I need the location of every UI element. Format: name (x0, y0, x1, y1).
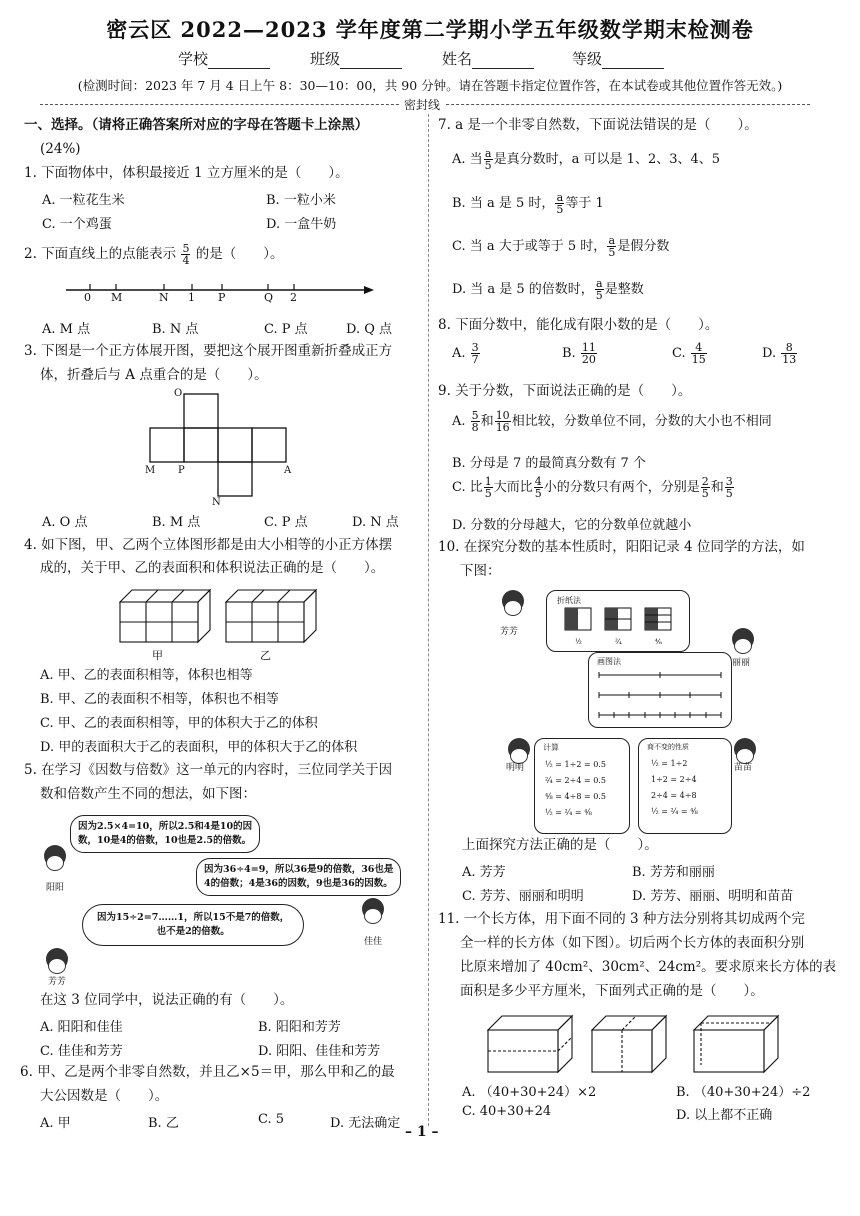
q2-stem: 2. 下面直线上的点能表示 $\frac{5}{4}$ 的是（ ）。 (24, 242, 284, 267)
tick-0: 0 (84, 291, 91, 304)
q8-stem: 8. 下面分数中，能化成有限小数的是（ ）。 (438, 317, 719, 333)
tick-p: P (218, 291, 226, 304)
class-field: 班级 (310, 48, 402, 69)
svg-text:½: ½ (575, 638, 582, 646)
q9-option-c[interactable]: C. 比 $\frac{1}{5}$ 大而比 $\frac{4}{5}$ 小的分数只有两个，分别是 $\frac{2}{5}$ 和 $\frac{3}{5}$ (452, 475, 733, 500)
q10-stem-1: 10. 在探究分数的基本性质时，阳阳记录 4 位同学的方法，如 (438, 539, 805, 555)
jiajia-speech: 因为36÷4=9，所以36是9的倍数，36也是 4的倍数；4是36的因数，9也是36的因数。 (196, 858, 401, 896)
q7-option-d[interactable]: D. 当 a 是 5 的倍数时， $\frac{a}{5}$ 是整数 (452, 277, 644, 302)
quotient-property-box: 商不变的性质 ½ = 1÷2 1÷2 = 2÷4 2÷4 = 4÷8 ½ = ²⁄₄ = ⁴⁄₈ (638, 738, 732, 834)
q5-option-c[interactable]: C. 佳佳和芳芳 (40, 1044, 123, 1059)
yangyang-name: 阳阳 (46, 883, 65, 893)
section-heading: 一、选择。（请将正确答案所对应的字母在答题卡上涂黑） (24, 117, 369, 133)
q2-option-b[interactable]: B. N 点 (152, 322, 199, 337)
q6-option-b[interactable]: B. 乙 (148, 1116, 179, 1131)
q2-option-c[interactable]: C. P 点 (264, 322, 308, 337)
net-label-o: O (174, 388, 183, 399)
q8-option-a[interactable]: A. $\frac{3}{7}$ (452, 341, 479, 366)
tick-m: M (111, 291, 123, 304)
jiajia-avatar (362, 898, 384, 924)
fangfang-name: 芳芳 (48, 977, 67, 987)
q10-stem-2: 下图： (460, 563, 501, 579)
q8-option-b[interactable]: B. $\frac{11}{20}$ (562, 341, 596, 366)
exam-title: 密云区 2022—2023 学年度第二学期小学五年级数学期末检测卷 (106, 17, 754, 42)
q8-option-c[interactable]: C. $\frac{4}{15}$ (672, 341, 706, 366)
q4-option-a[interactable]: A. 甲、乙的表面积相等，体积也相等 (40, 668, 253, 683)
q1-option-d[interactable]: D. 一盒牛奶 (266, 217, 337, 232)
name-field: 姓名 (442, 48, 534, 69)
q6-stem-2: 大公因数是（ ）。 (40, 1088, 169, 1104)
q5-option-b[interactable]: B. 阳阳和芳芳 (258, 1020, 341, 1035)
q5-stem-1: 5. 在学习《因数与倍数》这一单元的内容时，三位同学关于因 (24, 762, 393, 778)
q7-option-b[interactable]: B. 当 a 是 5 时， $\frac{a}{5}$ 等于 1 (452, 191, 604, 216)
q6-option-c[interactable]: C. 5 (258, 1112, 285, 1127)
q1-option-c[interactable]: C. 一个鸡蛋 (42, 217, 112, 232)
yangyang-avatar (44, 845, 66, 871)
q5-ask: 在这 3 位同学中，说法正确的有（ ）。 (40, 992, 294, 1008)
q5-option-d[interactable]: D. 阳阳、佳佳和芳芳 (258, 1044, 381, 1059)
q4-stem-2: 成的，关于甲、乙的表面积和体积说法正确的是（ ）。 (40, 560, 385, 576)
q11-option-d[interactable]: D. 以上都不正确 (676, 1108, 773, 1123)
q2-option-d[interactable]: D. Q 点 (346, 322, 393, 337)
q2-option-a[interactable]: A. M 点 (42, 322, 91, 337)
q4-option-b[interactable]: B. 甲、乙的表面积不相等，体积也不相等 (40, 692, 279, 707)
q4-option-d[interactable]: D. 甲的表面积大于乙的表面积，甲的体积大于乙的体积 (40, 740, 358, 755)
drawing-bars (589, 667, 731, 727)
q11-stem-4: 面积是多少平方厘米，下面列式正确的是（ ）。 (460, 983, 764, 999)
tick-2: 2 (290, 291, 297, 304)
label-jia: 甲 (152, 649, 163, 662)
column-divider (428, 114, 429, 1126)
q4-option-c[interactable]: C. 甲、乙的表面积相等，甲的体积大于乙的体积 (40, 716, 318, 731)
q6-option-d[interactable]: D. 无法确定 (330, 1116, 401, 1131)
page-number: – 1 – (405, 1124, 439, 1140)
net-label-p: P (178, 465, 185, 476)
q10-ask: 上面探究方法正确的是（ ）。 (462, 837, 658, 853)
q9-option-b[interactable]: B. 分母是 7 的最简真分数有 7 个 (452, 456, 646, 471)
tick-n: N (159, 291, 169, 304)
label-yi: 乙 (260, 649, 271, 662)
net-label-a: A (284, 465, 292, 476)
q6-stem-1: 6. 甲、乙是两个非零自然数，并且乙×5＝甲，那么甲和乙的最 (20, 1064, 395, 1080)
tick-1: 1 (188, 291, 195, 304)
q9-option-a[interactable]: A. $\frac{5}{8}$ 和 $\frac{10}{16}$ 相比较，分数单位不同，分数的大小也不相同 (452, 409, 772, 434)
tick-q: Q (264, 291, 274, 304)
q3-stem-2: 体，折叠后与 A 点重合的是（ ）。 (40, 367, 268, 383)
q1-option-b[interactable]: B. 一粒小米 (266, 193, 336, 208)
q11-stem-3: 比原来增加了 40cm²、30cm²、24cm²。要求原来长方体的表 (460, 959, 837, 975)
q9-option-d[interactable]: D. 分数的分母越大，它的分数单位就越小 (452, 518, 692, 533)
q10-option-a[interactable]: A. 芳芳 (462, 865, 506, 880)
q3-option-a[interactable]: A. O 点 (42, 515, 88, 530)
q10-option-b[interactable]: B. 芳芳和丽丽 (632, 865, 715, 880)
q7-stem: 7. a 是一个非零自然数，下面说法错误的是（ ）。 (438, 117, 758, 133)
folding-squares (547, 606, 689, 650)
q3-option-c[interactable]: C. P 点 (264, 515, 308, 530)
q11-stem-1: 11. 一个长方体，用下面不同的 3 种方法分别将其切成两个完 (438, 911, 805, 927)
q3-option-d[interactable]: D. N 点 (352, 515, 399, 530)
grade-field: 等级 (572, 48, 664, 69)
calculation-box: 计算 ½ = 1÷2 = 0.5 ²⁄₄ = 2÷4 = 0.5 ⁴⁄₈ = 4÷8 = 0.5 ½ = ²⁄₄ = ⁴⁄₈ (534, 738, 630, 834)
lili-label: 丽丽 (732, 658, 751, 668)
exam-note: (检测时间：2023 年 7 月 4 日上午 8：30—10：00，共 90 分钟。请在答题卡指定位置作答，在本试卷或其他位置作答无效。) (77, 78, 783, 93)
q10-option-d[interactable]: D. 芳芳、丽丽、明明和苗苗 (632, 889, 794, 904)
q1-option-a[interactable]: A. 一粒花生米 (42, 193, 125, 208)
fangfang-avatar (46, 948, 68, 974)
net-label-n: N (212, 497, 221, 508)
school-field: 学校 (178, 48, 270, 69)
q10-option-c[interactable]: C. 芳芳、丽丽和明明 (462, 889, 584, 904)
q11-option-b[interactable]: B. （40+30+24）÷2 (676, 1085, 811, 1100)
yangyang-speech: 因为2.5×4=10，所以2.5和4是10的因 数，10是4的倍数，10也是2.5的倍数。 (70, 815, 260, 853)
q7-option-a[interactable]: A. 当 $\frac{a}{5}$ 是真分数时，a 可以是 1、2、3、4、5 (452, 147, 721, 172)
q11-stem-2: 全一样的长方体（如下图）。切后两个长方体的表面积分别 (460, 935, 805, 951)
cuboid-cuts (484, 1012, 784, 1076)
folding-method-box: 折纸法 ½ ²⁄₄ ⁴⁄₈ (546, 590, 690, 652)
q8-option-d[interactable]: D. $\frac{8}{13}$ (762, 341, 797, 366)
fangfang-avatar-2 (502, 590, 524, 616)
miaomiao-label: 苗苗 (734, 763, 753, 773)
fangfang-label: 芳芳 (500, 627, 519, 637)
q6-option-a[interactable]: A. 甲 (40, 1116, 71, 1131)
q7-option-c[interactable]: C. 当 a 大于或等于 5 时， $\frac{a}{5}$ 是假分数 (452, 234, 670, 259)
q4-stem-1: 4. 如下图，甲、乙两个立体图形都是由大小相等的小正方体摆 (24, 537, 393, 553)
jiajia-name: 佳佳 (364, 937, 383, 947)
q1-stem: 1. 下面物体中，体积最接近 1 立方厘米的是（ ）。 (24, 165, 349, 181)
drawing-method-box: 画图法 (588, 652, 732, 728)
q11-option-c[interactable]: C. 40+30+24 (462, 1104, 552, 1119)
q5-option-a[interactable]: A. 阳阳和佳佳 (40, 1020, 123, 1035)
cube-net (140, 390, 300, 500)
section-score: (24%) (40, 141, 81, 157)
seal-label: 密封线 (400, 96, 444, 113)
q3-stem-1: 3. 下图是一个正方体展开图，要把这个展开图重新折叠成正方 (24, 343, 393, 359)
mingming-label: 明明 (506, 763, 525, 773)
q11-option-a[interactable]: A. （40+30+24）×2 (462, 1085, 597, 1100)
lili-avatar (732, 628, 754, 654)
q2-fraction: $\frac{5}{4}$ (182, 242, 190, 267)
svg-text:⁴⁄₈: ⁴⁄₈ (655, 638, 662, 646)
fangfang-thought: 因为15÷2=7……1，所以15不是7的倍数， 也不是2的倍数。 (82, 904, 304, 946)
net-label-m: M (145, 465, 156, 476)
solid-figures (116, 584, 326, 646)
q5-stem-2: 数和倍数产生不同的想法，如下图： (40, 786, 256, 802)
q9-stem: 9. 关于分数，下面说法正确的是（ ）。 (438, 383, 692, 399)
svg-text:²⁄₄: ²⁄₄ (615, 638, 622, 646)
q3-option-b[interactable]: B. M 点 (152, 515, 201, 530)
